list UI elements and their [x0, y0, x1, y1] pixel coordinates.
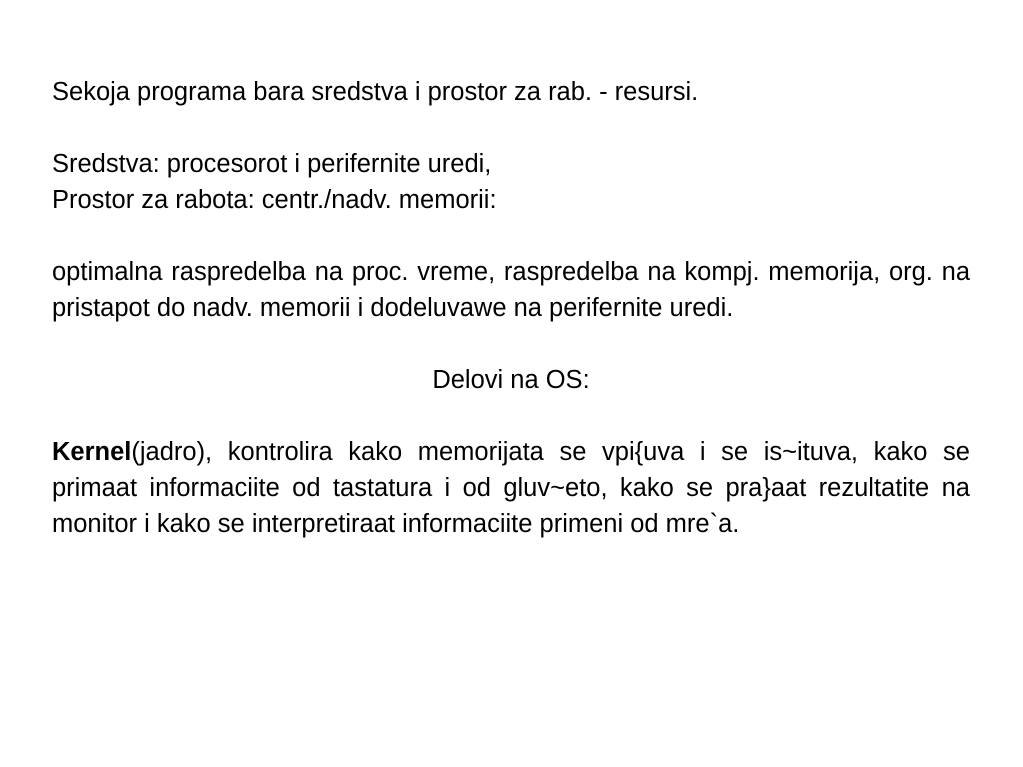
spacer	[52, 326, 970, 362]
spacer	[52, 398, 970, 434]
kernel-paragraph	[52, 434, 970, 542]
workspace-line: Prostor za rabota: centr./nadv. memorii:	[52, 186, 497, 214]
resources-line: Sekoja programa bara sredstva i prostor za rab. - resursi.	[52, 78, 699, 106]
kernel-term: Kernel	[52, 438, 132, 466]
spacer	[52, 110, 970, 146]
means-line: Sredstva: procesorot i perifernite uredi,	[52, 150, 492, 178]
optimal-allocation-paragraph: optimalna raspredelba na proc. vreme, raspredelba na kompj. memorija, org. na pristapot do nadv. memorii i dodeluvawe na perifernite uredi.	[52, 258, 970, 322]
spacer	[52, 218, 970, 254]
os-parts-heading: Delovi na OS:	[432, 366, 590, 394]
kernel-description: (jadro), kontrolira kako memorijata se vpi{uva i se is~ituva, kako se primaat informaciite od tastatura i od gluv~eto, kako se pra}aat rezultatite na monitor i kako se interpretiraat informaciite primeni od mre`a.	[52, 438, 970, 538]
slide-content	[52, 74, 970, 542]
